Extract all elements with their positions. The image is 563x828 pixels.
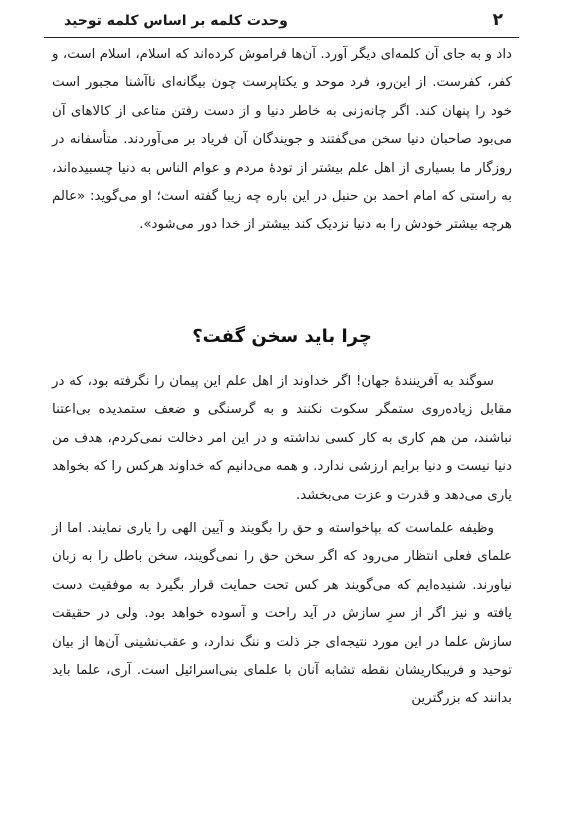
body-paragraph-oath: سوگند به آفرینندهٔ جهان! اگر خداوند از اهل علم این پیمان را نگرفته بود، که در مقابل زیاده‌روی ستمگر سکوت نکنند و به گرسنگی و ضعف ستمدیده بی‌اعتنا نباشند، من هم کاری به کار کسی نداشته و در این امر دخالت نمی‌کردم، هدف من دنیا نیست و دنیا برایم ارزشی ندارد. و همه می‌دانیم که خداوند هرکس را که بخواهد یاری می‌دهد و قدرت و عزت می‌بخشد. — [52, 374, 512, 503]
opening-paragraph: داد و به جای آن کلمه‌ای دیگر آورد. آن‌ها فراموش کرده‌اند که اسلام، اسلام است، و کفر، کفرست. از این‌رو، فرد موحد و یکتاپرست چون بیگانه‌ای ناآشنا مجبور است خود را پنهان کند. اگر چانه‌زنی به خاطر دنیا و از دست رفتن متاعی از کالاهای آن می‌بود صاحبان دنیا سخن می‌گفتند و جویندگان آن فریاد بر می‌آوردند. متأسفانه در روزگار ما بسیاری از اهل علم بیشتر از تودهٔ مردم و عوام الناس به دنیا چسبیده‌اند، به راستی که امام احمد بن حنبل در این باره چه زیبا گفته است؛ او می‌گوید: «عالم هرچه بیشتر خودش را به دنیا نزدیک کند بیشتر از خدا دور می‌شود». — [52, 47, 512, 233]
section-heading: چرا باید سخن گفت؟ — [192, 326, 372, 347]
running-title: وحدت کلمه بر اساس کلمه توحید — [64, 13, 288, 29]
header-divider — [44, 37, 519, 38]
opening-text-block — [52, 41, 512, 240]
body-paragraph-duty-of-scholars: وظیفه علماست که بپاخواسته و حق را بگویند و آیین الهی را یاری نمایند. اما از علمای فعلی انتظار می‌رود که اگر سخن حق را نمی‌گویند، سخن باطل را به زبان نیاورند. شنیده‌ایم که می‌گویند هر کس تحت حمایت قرار بگیرد به موفقیت دست یافته و نیز اگر از سرِ سازش در آید راحت و آسوده خواهد بود. ولی در حقیقت سازش علما در این مورد نتیجه‌ای جز ذلت و ننگ ندارد، و عقب‌نشینی آن‌ها از بیان توحید و فریبکاریشان نقطه تشابه آنان با علمای بنی‌اسرائیل است. آری، علما باید بدانند که بزرگترین — [52, 521, 512, 707]
page-number: ۲ — [492, 10, 503, 30]
section-text-block — [52, 368, 512, 714]
page-header — [44, 8, 519, 36]
